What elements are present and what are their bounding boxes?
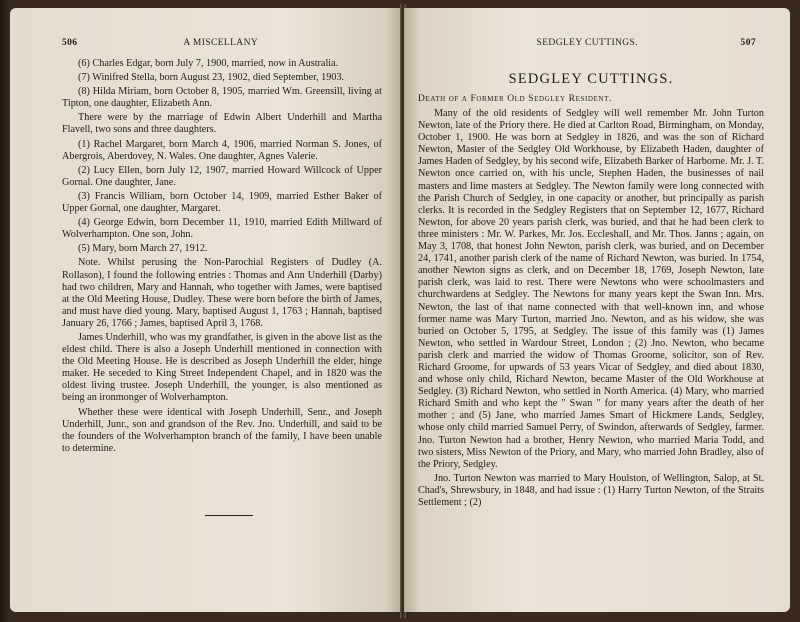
section-subtitle: Death of a Former Old Sedgley Resident. bbox=[418, 94, 612, 104]
right-running-head: SEDGLEY CUTTINGS. bbox=[536, 38, 638, 48]
section-end-rule bbox=[205, 515, 253, 516]
paragraph: (3) Francis William, born October 14, 1909, married Esther Baker of Upper Gornal, one daughter, Margaret. bbox=[62, 190, 382, 215]
right-page-header bbox=[416, 38, 756, 48]
left-running-head: A MISCELLANY bbox=[183, 38, 259, 48]
paragraph: (7) Winifred Stella, born August 23, 1902, died September, 1903. bbox=[78, 72, 345, 84]
paragraph: James Underhill, who was my grandfather, is given in the above list as the eldest child. There is also a Joseph Underhill mentioned in connection with the Old Meeting House. He is described as Joseph Underhill the elder, hinge maker. He seceded to King Street Independent Chapel, and in 1820 was the oldest living trustee. Joseph Underhill, the younger, is also mentioned as being an ironmonger of Wolverhampton. bbox=[62, 331, 382, 404]
paragraph: (8) Hilda Miriam, born October 8, 1905, married Wm. Greensill, living at Tipton, one daughter, Elizabeth Ann. bbox=[62, 86, 382, 110]
right-page-body bbox=[418, 108, 764, 511]
paragraph: (5) Mary, born March 27, 1912. bbox=[78, 243, 208, 255]
book-edge-shadow bbox=[0, 0, 10, 622]
left-page-header bbox=[62, 38, 382, 48]
paragraph: Jno. Turton Newton was married to Mary Houlston, of Wellington, Salop, at St. Chad's, Shrewsbury, in 1848, and had issue : (1) Harry Turton Newton, of the Straits Settlement ; (2) bbox=[418, 472, 764, 508]
paragraph: There were by the marriage of Edwin Albert Underhill and Martha Flavell, two sons and three daughters. bbox=[62, 112, 382, 136]
left-page bbox=[10, 8, 402, 612]
note-paragraph: Note. Whilst perusing the Non-Parochial Registers of Dudley (A. Rollason), I found the following entries : Thomas and Ann Underhill (Darby) had two children, Mary and Hannah, who together with James, were baptised at the Old Meeting House, Dudley. These were born before the birth of James, and must have died young. Mary, baptised August 1, 1763 ; Hannah, baptised January 26, 1766 ; James, baptised April 3, 1768. bbox=[62, 257, 382, 329]
paragraph: (2) Lucy Ellen, born July 12, 1907, married Howard Willcock of Upper Gornal. One daughter, Jane. bbox=[62, 164, 382, 188]
left-page-body bbox=[62, 58, 382, 457]
right-page bbox=[404, 8, 790, 612]
left-page-number: 506 bbox=[62, 38, 78, 48]
paragraph: Whether these were identical with Joseph Underhill, Senr., and Joseph Underhill, Junr., son and grandson of the Rev. Jno. Underhill, and said to be the founders of the Wolverhampton branch of the family, I have been unable to determine. bbox=[62, 406, 382, 454]
paragraph: (4) George Edwin, born December 11, 1910, married Edith Millward of Wolverhampton. One son, John. bbox=[62, 217, 382, 241]
paragraph: (6) Charles Edgar, born July 7, 1900, married, now in Australia. bbox=[78, 58, 339, 69]
paragraph: Many of the old residents of Sedgley will well remember Mr. John Turton Newton, late of the Priory there. He died at Carlton Road, Birmingham, on Monday, October 1, 1900. He was born at Sedgley in 1826, and was the son of Richard Newton, Master of the Sedgley Old Workhouse, by Elizabeth Haden, daughter of James Haden of Sedgley, by his second wife, Elizabeth Barker of Harborne. Mr. J. T. Newton once carried on, with his uncle, Stephen Haden, the businesses of nail masters and lime masters at Sedgley. The Newton family were long connected with the Parish Church of Sedgley, in one capacity or another, but principally as parish clerks. It is recorded in the Sedgley Registers that on September 12, 1677, Richard Newton, for above 20 years parish clerk, was buried, and that he had been clerk to three ministers : Mr. W. Parkes, Mr. Jos. Eccleshall, and Mr. Thos. Janns ; again, on May 3, 1708, that honest John Newton, parish clerk, was buried, and on December 24, 1741, another parish clerk of the name of Richard Newton, was buried. In 1754, another Newton signs as clerk, and on December 18, 1769, Joseph Newton, late parish clerk, was laid to rest. There were Newtons who were schoolmasters and churchwardens at Sedgley. The Newtons for many years kept the Swan Inn. Mrs. Newton, the last of that name connected with that well-known inn, and whose former name was Mary Turton, married Jno. Newton, and as his widow, she was buried on October 5, 1795, at Sedgley. The issue of this family was (1) James Newton, who settled in Wardour Street, London ; (2) Jno. Newton, who became parish clerk and married the widow of Thomas Groome, solicitor, son of Rev. Richard Groome, for upwards of 53 years Vicar of Sedgley, and died about 1830, and whose only child, Richard Newton, became Master of the Old Workhouse at Sedgley. (3) Richard Newton, who settled in North America. (4) Mary, who married Richard Smith and who kept the " Swan " for many years after the death of her mother ; and (5) Jane, who married James Smart of Hickmere Lands, Sedgley, whose only child married Samuel Perry, of Swindon, afterwards of Sedgley, farmer. Jno. Turton Newton had a brother, Henry Newton, who married Maria Todd, and two sisters, Miss Newton of the Priory, and Mary, who married John Bradley, also of the Priory, Sedgley. bbox=[418, 108, 764, 470]
right-page-number: 507 bbox=[740, 38, 756, 48]
section-title: SEDGLEY CUTTINGS. bbox=[508, 71, 674, 87]
paragraph: (1) Rachel Margaret, born March 4, 1906, married Norman S. Jones, of Abergrois, Aberdovey, N. Wales. One daughter, Agnes Valerie. bbox=[62, 138, 382, 162]
